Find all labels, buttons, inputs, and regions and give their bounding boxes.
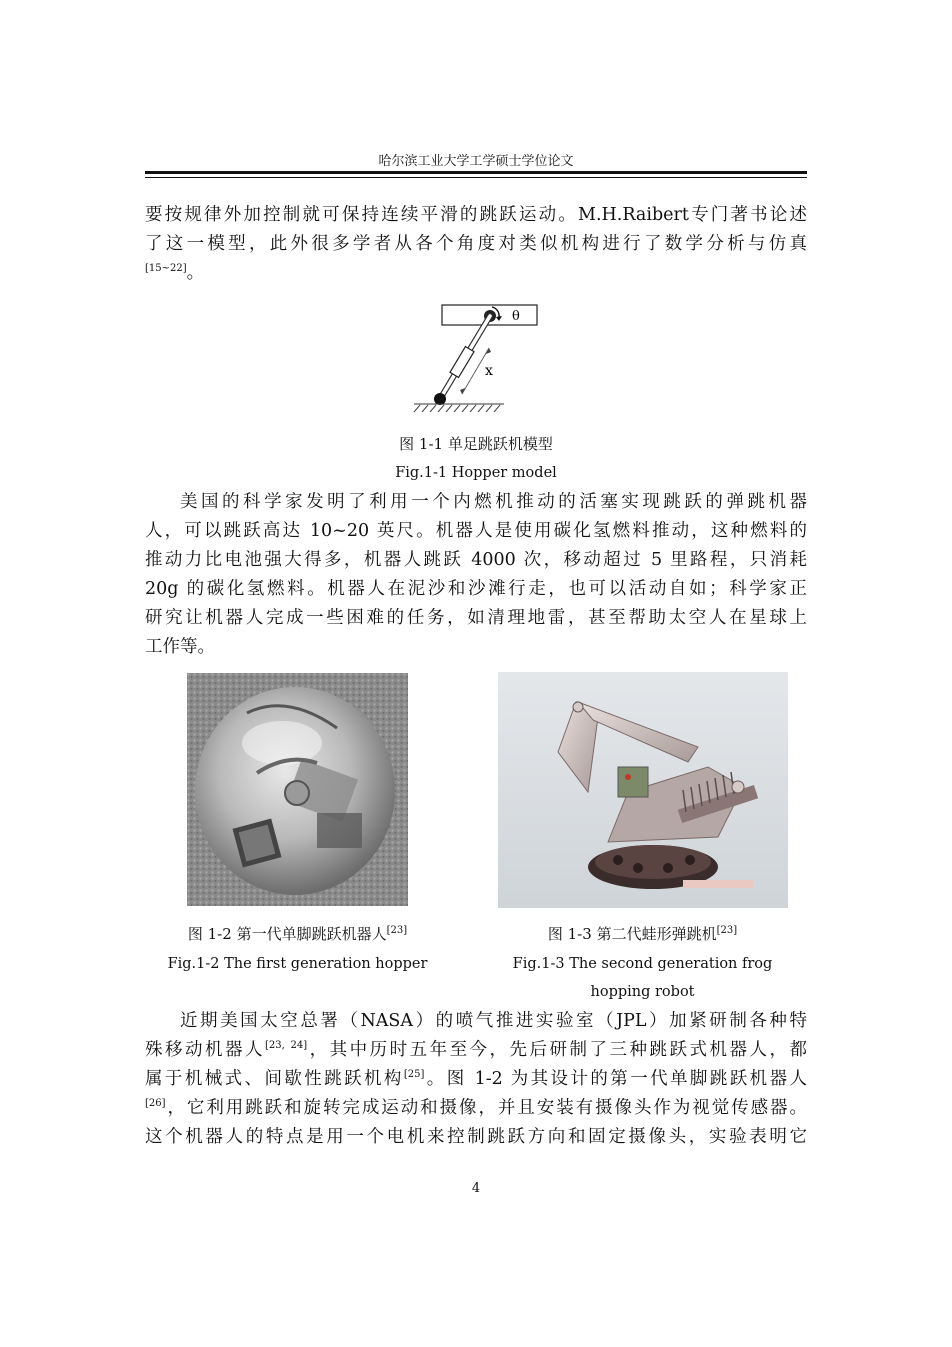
paragraph-3-line-4: [26]，它利用跳跃和旋转完成运动和摄像，并且安装有摄像头作为视觉传感器。 [145, 1098, 807, 1118]
paragraph-3-line-5: 这个机器人的特点是用一个电机来控制跳跃方向和固定摄像头，实验表明它 [145, 1127, 807, 1147]
paragraph-3-line-2: 殊移动机器人[23, 24]，其中历时五年至今，先后研制了三种跳跃式机器人，都 [145, 1040, 807, 1060]
paragraph-2-line-4: 20g 的碳化氢燃料。机器人在泥沙和沙滩行走，也可以活动自如；科学家正 [145, 579, 807, 599]
paragraph-1-line-3 [145, 259, 807, 288]
figure-3-caption-cn: 图 1-3 第二代蛙形弹跳机[23] [547, 925, 738, 943]
citation: [26] [145, 1098, 166, 1110]
paragraph-3-line-3: 属于机械式、间歇性跳跃机构[25]。图 1-2 为其设计的第一代单脚跳跃机器人 [145, 1069, 807, 1089]
citation: [25] [403, 1069, 425, 1081]
paragraph-1-line-2: 了这一模型，此外很多学者从各个角度对类似机构进行了数学分析与仿真 [145, 234, 807, 254]
paragraph-2 [145, 488, 807, 662]
citation: [23, 24] [264, 1040, 308, 1052]
theta-label: θ [512, 309, 520, 324]
paragraph-2-line-2: 人，可以跳跃高达 10~20 英尺。机器人是使用碳化氢燃料推动，这种燃料的 [145, 521, 807, 541]
figure-1-caption-en: Fig.1-1 Hopper model [395, 465, 557, 481]
first-generation-hopper-photo [187, 673, 408, 906]
citation: [23] [386, 925, 408, 936]
figure-3-caption-en-line-2: hopping robot [590, 984, 695, 1000]
hopper-model-diagram [400, 290, 560, 425]
header-rule-thin [145, 177, 807, 178]
figure-1-caption-cn: 图 1-1 单足跳跃机模型 [399, 435, 553, 453]
running-header: 哈尔滨工业大学工学硕士学位论文 [378, 154, 574, 169]
paragraph-3 [145, 1007, 807, 1152]
paragraph-1 [145, 201, 807, 288]
paragraph-2-line-6: 工作等。 [145, 637, 215, 657]
citation: [15~22] [145, 263, 187, 275]
header-rule-thick [145, 171, 807, 174]
figure-2-caption-cn: 图 1-2 第一代单脚跳跃机器人[23] [187, 925, 408, 943]
citation: [23] [716, 925, 738, 936]
x-label: x [485, 363, 493, 379]
second-generation-frog-hopper-photo [498, 672, 788, 908]
figure-3-caption-en-line-1: Fig.1-3 The second generation frog [512, 956, 773, 972]
sentence-end: 。 [186, 263, 205, 283]
paragraph-1-line-1: 要按规律外加控制就可保持连续平滑的跳跃运动。M.H.Raibert专门著书论述 [145, 205, 807, 225]
paragraph-2-line-5: 研究让机器人完成一些困难的任务，如清理地雷，甚至帮助太空人在星球上 [145, 608, 807, 628]
page-number: 4 [471, 1181, 481, 1196]
paragraph-2-line-1: 美国的科学家发明了利用一个内燃机推动的活塞实现跳跃的弹跳机器 [180, 492, 807, 512]
paragraph-3-line-1: 近期美国太空总署（NASA）的喷气推进实验室（JPL）加紧研制各种特 [180, 1011, 807, 1031]
paragraph-2-line-3: 推动力比电池强大得多，机器人跳跃 4000 次，移动超过 5 里路程，只消耗 [145, 550, 807, 570]
figure-2-caption-en: Fig.1-2 The first generation hopper [167, 956, 428, 972]
